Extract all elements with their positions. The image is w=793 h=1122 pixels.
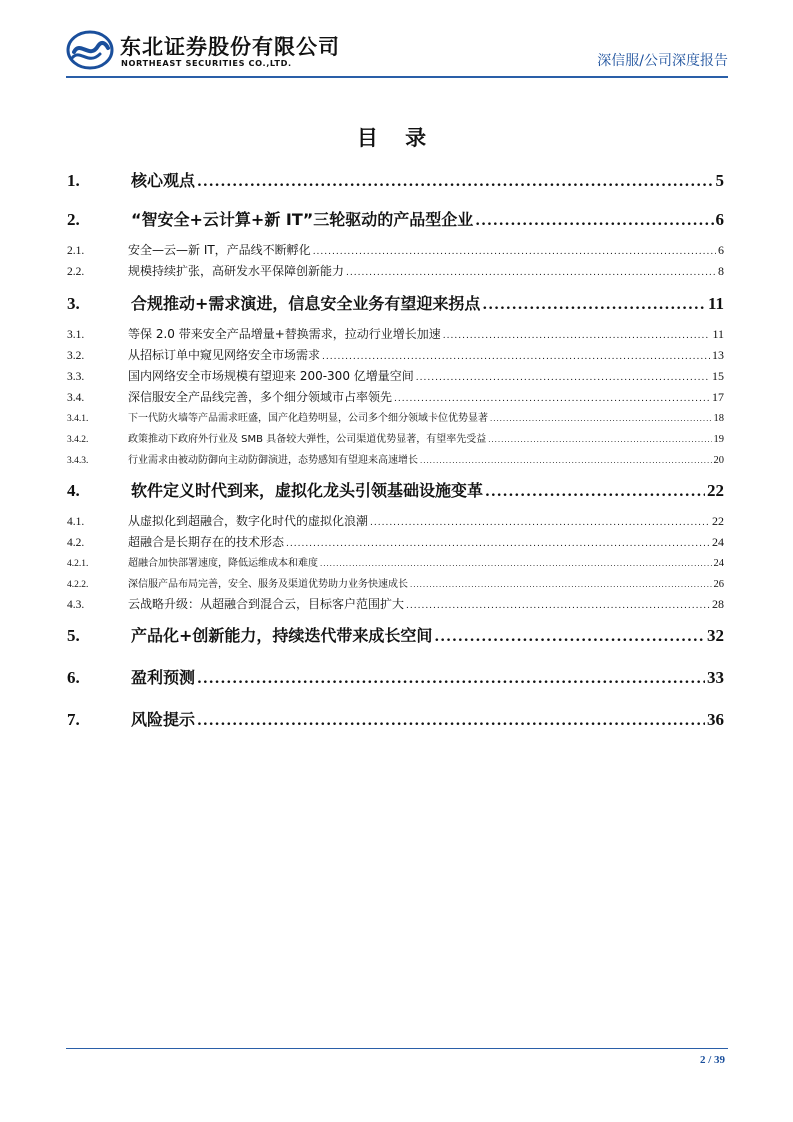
toc-entry-number: 4.2. (67, 537, 85, 549)
toc-entry-number: 6. (67, 668, 80, 687)
toc-entry-number: 3.4. (67, 392, 85, 404)
toc-leader-dots (420, 457, 712, 465)
toc-entry-number: 3.3. (67, 371, 85, 383)
toc-entry-page: 11 (707, 294, 724, 313)
toc-entry-page: 24 (713, 558, 724, 569)
toc-entry-page: 19 (713, 434, 724, 445)
company-logo-icon (66, 30, 114, 70)
toc-entry-number: 3.2. (67, 350, 85, 362)
toc-leader-dots (197, 713, 705, 729)
toc-entry-page: 8 (718, 264, 724, 278)
toc-leader-dots (394, 394, 710, 404)
toc-entry-page: 13 (712, 348, 724, 362)
toc-entry-title: 从虚拟化到超融合，数字化时代的虚拟化浪潮 (128, 514, 369, 528)
toc-leader-dots (406, 601, 710, 611)
toc-entry-title: “智安全+云计算+新 IT”三轮驱动的产品型企业 (131, 210, 474, 229)
toc-leader-dots (485, 484, 705, 500)
toc-entry-7[interactable] (67, 707, 724, 729)
header-divider (66, 76, 728, 78)
toc-entry-title: 软件定义时代到来，虚拟化龙头引领基础设施变革 (131, 481, 484, 500)
toc-entry-3-4-2[interactable] (67, 430, 724, 446)
toc-leader-dots (322, 352, 710, 362)
toc-entry-title: 下一代防火墙等产品需求旺盛，国产化趋势明显，公司多个细分领域卡位优势显著 (128, 413, 488, 424)
toc-entry-number: 4.3. (67, 599, 85, 611)
toc-entry-number: 2.1. (67, 245, 85, 257)
toc-entry-1[interactable] (67, 168, 724, 190)
toc-entry-number: 3. (67, 294, 80, 313)
toc-leader-dots (443, 331, 711, 341)
toc-entry-page: 32 (707, 626, 724, 645)
toc-entry-2[interactable] (67, 207, 724, 229)
footer-divider (66, 1048, 728, 1049)
toc-entry-3-3[interactable] (67, 367, 724, 385)
toc-entry-title: 安全—云—新 IT，产品线不断孵化 (128, 243, 311, 257)
toc-entry-title: 深信服产品布局完善，安全、服务及渠道优势助力业务快速成长 (128, 579, 408, 590)
toc-leader-dots (197, 671, 705, 687)
toc-entry-title: 行业需求由被动防御向主动防御演进，态势感知有望迎来高速增长 (128, 455, 418, 466)
toc-title: 目 录 (356, 126, 437, 150)
toc-entry-3-4-3[interactable] (67, 451, 724, 467)
toc-entry-title: 深信服安全产品线完善，多个细分领域市占率领先 (128, 390, 393, 404)
toc-entry-number: 2. (67, 210, 80, 229)
toc-entry-title: 风险提示 (131, 710, 196, 729)
toc-entry-page: 36 (707, 710, 724, 729)
toc-entry-title: 核心观点 (131, 171, 196, 190)
toc-entry-4-1[interactable] (67, 512, 724, 530)
toc-entry-title: 规模持续扩张，高研发水平保障创新能力 (128, 264, 345, 278)
toc-entry-title: 从招标订单中窥见网络安全市场需求 (128, 348, 321, 362)
company-name-cn: 东北证券股份有限公司 (120, 35, 340, 59)
toc-entry-title: 等保 2.0 带来安全产品增量+替换需求，拉动行业增长加速 (128, 327, 441, 341)
toc-entry-4-2-2[interactable] (67, 575, 724, 591)
toc-entry-number: 1. (67, 171, 80, 190)
toc-entry-number: 3.4.1. (67, 414, 89, 424)
toc-entry-page: 15 (712, 369, 724, 383)
toc-entry-page: 18 (713, 413, 724, 424)
toc-entry-title: 国内网络安全市场规模有望迎来 200-300 亿增量空间 (128, 369, 414, 383)
toc-entry-3-2[interactable] (67, 346, 724, 364)
toc-entry-number: 3.4.3. (67, 456, 89, 466)
toc-entry-title: 产品化+创新能力，持续迭代带来成长空间 (131, 626, 433, 645)
toc-entry-4-2[interactable] (67, 533, 724, 551)
toc-entry-2-1[interactable] (67, 241, 724, 259)
toc-entry-page: 22 (712, 514, 724, 528)
report-type-label: 深信服/公司深度报告 (597, 53, 728, 69)
toc-entry-5[interactable] (67, 623, 724, 645)
toc-entry-number: 5. (67, 626, 80, 645)
toc-leader-dots (197, 174, 713, 190)
toc-leader-dots (416, 373, 710, 383)
company-name-en: NORTHEAST SECURITIES CO.,LTD. (121, 58, 292, 68)
page-header (66, 28, 728, 76)
toc-entry-number: 3.1. (67, 329, 85, 341)
toc-entry-number: 4.2.1. (67, 559, 89, 569)
toc-entry-3-1[interactable] (67, 325, 724, 343)
toc-entry-number: 4.2.2. (67, 580, 89, 590)
toc-entry-page: 6 (715, 210, 724, 229)
toc-entry-title: 政策推动下政府外行业及 SMB 具备较大弹性，公司渠道优势显著，有望率先受益 (128, 434, 487, 445)
toc-entry-4-3[interactable] (67, 595, 724, 613)
toc-entry-page: 20 (713, 455, 724, 466)
toc-leader-dots (320, 560, 712, 568)
toc-entry-title: 云战略升级：从超融合到混合云，目标客户范围扩大 (128, 597, 405, 611)
toc-entry-page: 33 (707, 668, 724, 687)
toc-leader-dots (482, 297, 706, 313)
toc-entry-title: 合规推动+需求演进，信息安全业务有望迎来拐点 (131, 294, 481, 313)
toc-entry-6[interactable] (67, 665, 724, 687)
toc-leader-dots (434, 629, 705, 645)
toc-entry-3-4[interactable] (67, 388, 724, 406)
toc-entry-page: 26 (713, 579, 724, 590)
toc-entry-2-2[interactable] (67, 262, 724, 280)
toc-leader-dots (475, 213, 713, 229)
toc-leader-dots (488, 436, 711, 444)
toc-entry-title: 超融合加快部署速度，降低运维成本和难度 (128, 558, 318, 569)
toc-leader-dots (346, 268, 716, 278)
toc-entry-number: 3.4.2. (67, 435, 89, 445)
toc-entry-page: 24 (712, 535, 724, 549)
toc-entry-page: 22 (707, 481, 724, 500)
toc-entry-title: 超融合是长期存在的技术形态 (128, 535, 285, 549)
toc-entry-number: 7. (67, 710, 80, 729)
toc-leader-dots (410, 581, 712, 589)
toc-entry-number: 4.1. (67, 516, 85, 528)
toc-entry-4[interactable] (67, 478, 724, 500)
toc-entry-page: 28 (712, 597, 724, 611)
toc-entry-page: 11 (712, 327, 724, 341)
toc-entry-3-4-1[interactable] (67, 409, 724, 425)
toc-leader-dots (370, 518, 710, 528)
toc-entry-page: 6 (718, 243, 724, 257)
toc-entry-page: 17 (712, 390, 724, 404)
page-number: 2 / 39 (699, 1054, 725, 1066)
toc-leader-dots (490, 415, 712, 423)
toc-entry-4-2-1[interactable] (67, 554, 724, 570)
toc-entry-number: 4. (67, 481, 80, 500)
toc-entry-title: 盈利预测 (131, 668, 196, 687)
toc-leader-dots (286, 539, 710, 549)
toc-entry-page: 5 (715, 171, 724, 190)
toc-leader-dots (313, 247, 716, 257)
toc-entry-3[interactable] (67, 291, 724, 313)
toc-entry-number: 2.2. (67, 266, 85, 278)
